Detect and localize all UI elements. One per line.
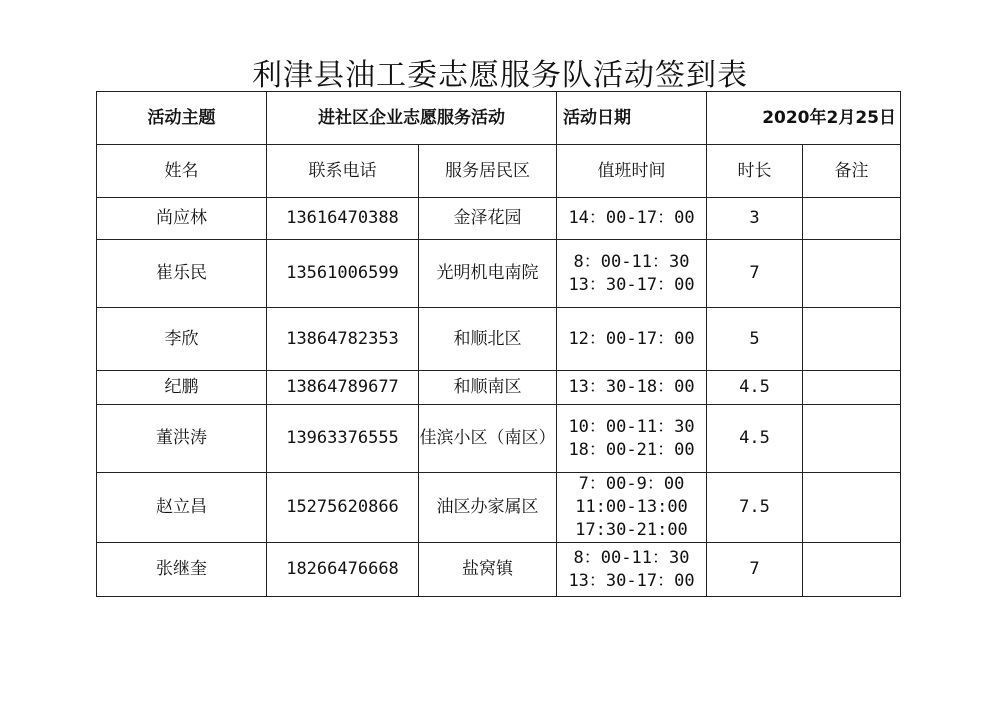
cell-name: 崔乐民 [97, 240, 267, 308]
cell-hours: 5 [707, 308, 803, 371]
cell-note [803, 543, 901, 597]
date-label: 活动日期 [557, 92, 707, 145]
cell-hours: 7.5 [707, 473, 803, 543]
column-header: 服务居民区 [419, 145, 557, 198]
time-slot: 13：30-18：00 [568, 377, 695, 397]
cell-name: 赵立昌 [97, 473, 267, 543]
column-header: 值班时间 [557, 145, 707, 198]
page-title: 利津县油工委志愿服务队活动签到表 [252, 58, 748, 93]
cell-note [803, 308, 901, 371]
cell-hours: 7 [707, 543, 803, 597]
cell-phone: 13864789677 [267, 371, 419, 405]
cell-hours: 4.5 [707, 405, 803, 473]
time-slot: 8：00-11：30 [573, 251, 690, 272]
time-slot: 12：00-17：00 [568, 328, 695, 349]
cell-hours: 7 [707, 240, 803, 308]
cell-area: 光明机电南院 [419, 240, 557, 308]
cell-name: 李欣 [97, 308, 267, 371]
cell-time [557, 308, 707, 371]
cell-note [803, 240, 901, 308]
cell-phone: 13963376555 [267, 405, 419, 473]
time-slot: 8：00-11：30 [573, 547, 690, 568]
cell-area: 盐窝镇 [419, 543, 557, 597]
cell-note [803, 405, 901, 473]
column-header: 时长 [707, 145, 803, 198]
cell-name: 纪鹏 [97, 371, 267, 405]
cell-phone: 15275620866 [267, 473, 419, 543]
info-row [97, 92, 901, 145]
time-slot: 11:00-13:00 [575, 497, 688, 517]
cell-area: 佳滨小区（南区） [419, 405, 557, 473]
theme-label: 活动主题 [97, 92, 267, 145]
table-row [97, 543, 901, 597]
cell-phone: 13561006599 [267, 240, 419, 308]
cell-time [557, 198, 707, 240]
time-slot: 10：00-11：30 [568, 416, 695, 437]
time-slot: 14：00-17：00 [568, 208, 695, 228]
cell-name: 尚应林 [97, 198, 267, 240]
column-header: 姓名 [97, 145, 267, 198]
cell-phone: 13864782353 [267, 308, 419, 371]
cell-phone: 18266476668 [267, 543, 419, 597]
cell-hours: 3 [707, 198, 803, 240]
cell-area: 金泽花园 [419, 198, 557, 240]
time-slot: 13：30-17：00 [568, 274, 695, 295]
table-row [97, 308, 901, 371]
table-row [97, 198, 901, 240]
cell-area: 和顺北区 [419, 308, 557, 371]
theme-value: 进社区企业志愿服务活动 [267, 92, 557, 145]
cell-phone: 13616470388 [267, 198, 419, 240]
table-row [97, 240, 901, 308]
cell-time [557, 371, 707, 405]
date-value: 2020年2月25日 [707, 92, 901, 145]
column-header: 备注 [803, 145, 901, 198]
time-slot: 13：30-17：00 [568, 570, 695, 591]
table-row [97, 371, 901, 405]
cell-time [557, 240, 707, 308]
cell-area: 油区办家属区 [419, 473, 557, 543]
column-header: 联系电话 [267, 145, 419, 198]
cell-hours: 4.5 [707, 371, 803, 405]
time-slot: 17:30-21:00 [575, 520, 688, 540]
sign-in-table [96, 91, 901, 597]
time-slot: 18：00-21：00 [568, 439, 695, 460]
cell-name: 张继奎 [97, 543, 267, 597]
header-row [97, 145, 901, 198]
cell-note [803, 198, 901, 240]
cell-time [557, 473, 707, 543]
cell-area: 和顺南区 [419, 371, 557, 405]
cell-time [557, 405, 707, 473]
table-row [97, 405, 901, 473]
time-slot: 7：00-9：00 [578, 474, 685, 494]
cell-note [803, 473, 901, 543]
cell-name: 董洪涛 [97, 405, 267, 473]
cell-time [557, 543, 707, 597]
table-row [97, 473, 901, 543]
cell-note [803, 371, 901, 405]
